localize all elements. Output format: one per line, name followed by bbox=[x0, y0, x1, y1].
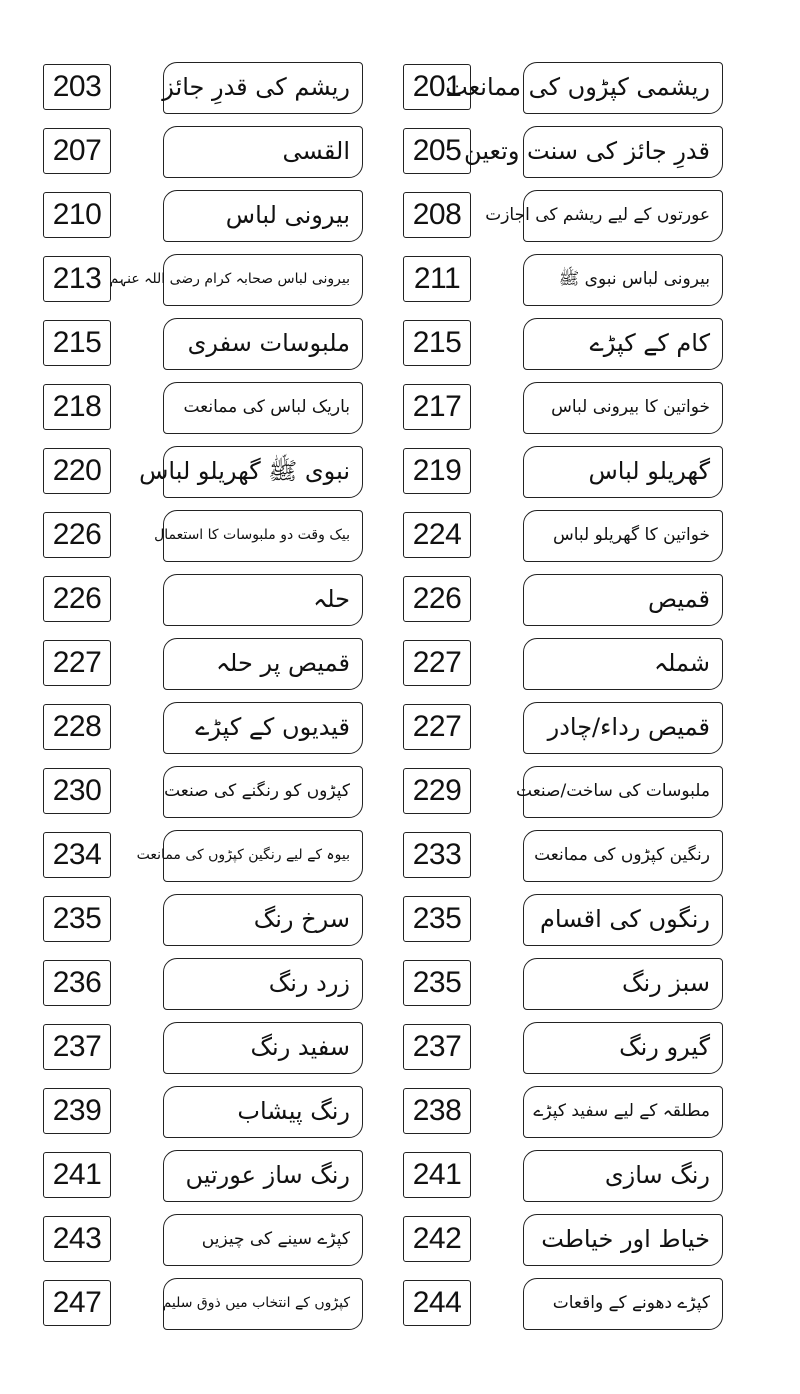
right-topic-title: بیرونی لباس نبوی ﷺ bbox=[523, 254, 723, 306]
left-page-number: 213 bbox=[43, 256, 111, 302]
right-topic-title: گھریلو لباس bbox=[523, 446, 723, 498]
left-page-number: 243 bbox=[43, 1216, 111, 1262]
left-topic-title: رنگ ساز عورتیں bbox=[163, 1150, 363, 1202]
left-topic-title: بیوہ کے لیے رنگین کپڑوں کی ممانعت bbox=[163, 830, 363, 882]
index-row bbox=[0, 1276, 800, 1332]
left-topic-title: القسی bbox=[163, 126, 363, 178]
index-row bbox=[0, 60, 800, 116]
right-topic-title: گیرو رنگ bbox=[523, 1022, 723, 1074]
left-topic-title: حلہ bbox=[163, 574, 363, 626]
right-topic-title: قمیص bbox=[523, 574, 723, 626]
right-topic-title: قدرِ جائز کی سنت وتعین bbox=[523, 126, 723, 178]
left-topic-title: رنگ پیشاب bbox=[163, 1086, 363, 1138]
right-page-number: 238 bbox=[403, 1088, 471, 1134]
right-page-number: 244 bbox=[403, 1280, 471, 1326]
right-page-number: 219 bbox=[403, 448, 471, 494]
right-page-number: 205 bbox=[403, 128, 471, 174]
left-page-number: 236 bbox=[43, 960, 111, 1006]
right-page-number: 201 bbox=[403, 64, 471, 110]
right-topic-title: رنگوں کی اقسام bbox=[523, 894, 723, 946]
index-row bbox=[0, 572, 800, 628]
right-topic-title: رنگین کپڑوں کی ممانعت bbox=[523, 830, 723, 882]
left-page-number: 230 bbox=[43, 768, 111, 814]
index-row bbox=[0, 252, 800, 308]
right-topic-title: ملبوسات کی ساخت/صنعت bbox=[523, 766, 723, 818]
index-row bbox=[0, 1148, 800, 1204]
left-page-number: 234 bbox=[43, 832, 111, 878]
left-topic-title: ملبوسات سفری bbox=[163, 318, 363, 370]
index-row bbox=[0, 1212, 800, 1268]
right-page-number: 217 bbox=[403, 384, 471, 430]
index-row bbox=[0, 700, 800, 756]
right-topic-title: رنگ سازی bbox=[523, 1150, 723, 1202]
left-topic-title: بیرونی لباس صحابہ کرام رضی اللہ عنہم bbox=[163, 254, 363, 306]
right-page-number: 226 bbox=[403, 576, 471, 622]
left-topic-title: بیرونی لباس bbox=[163, 190, 363, 242]
right-topic-title: مطلقہ کے لیے سفید کپڑے bbox=[523, 1086, 723, 1138]
right-topic-title: سبز رنگ bbox=[523, 958, 723, 1010]
right-page-number: 235 bbox=[403, 896, 471, 942]
index-row bbox=[0, 892, 800, 948]
left-topic-title: کپڑوں کو رنگنے کی صنعت bbox=[163, 766, 363, 818]
left-page-number: 237 bbox=[43, 1024, 111, 1070]
left-topic-title: سفید رنگ bbox=[163, 1022, 363, 1074]
right-page-number: 227 bbox=[403, 640, 471, 686]
index-row bbox=[0, 1084, 800, 1140]
right-topic-title: کام کے کپڑے bbox=[523, 318, 723, 370]
right-topic-title: شملہ bbox=[523, 638, 723, 690]
left-topic-title: کپڑے سینے کی چیزیں bbox=[163, 1214, 363, 1266]
right-page-number: 241 bbox=[403, 1152, 471, 1198]
index-row bbox=[0, 636, 800, 692]
left-page-number: 235 bbox=[43, 896, 111, 942]
left-page-number: 228 bbox=[43, 704, 111, 750]
left-topic-title: قیدیوں کے کپڑے bbox=[163, 702, 363, 754]
right-topic-title: خواتین کا گھریلو لباس bbox=[523, 510, 723, 562]
index-row bbox=[0, 764, 800, 820]
left-topic-title: سرخ رنگ bbox=[163, 894, 363, 946]
left-page-number: 247 bbox=[43, 1280, 111, 1326]
left-topic-title: ریشم کی قدرِ جائز bbox=[163, 62, 363, 114]
left-page-number: 203 bbox=[43, 64, 111, 110]
left-page-number: 241 bbox=[43, 1152, 111, 1198]
left-page-number: 226 bbox=[43, 512, 111, 558]
right-page-number: 224 bbox=[403, 512, 471, 558]
index-row bbox=[0, 380, 800, 436]
left-page-number: 239 bbox=[43, 1088, 111, 1134]
left-page-number: 220 bbox=[43, 448, 111, 494]
right-page-number: 211 bbox=[403, 256, 471, 302]
right-topic-title: قمیص رداء/چادر bbox=[523, 702, 723, 754]
right-page-number: 235 bbox=[403, 960, 471, 1006]
right-topic-title: خواتین کا بیرونی لباس bbox=[523, 382, 723, 434]
left-topic-title: قمیص پر حلہ bbox=[163, 638, 363, 690]
right-page-number: 208 bbox=[403, 192, 471, 238]
left-page-number: 227 bbox=[43, 640, 111, 686]
left-page-number: 215 bbox=[43, 320, 111, 366]
index-row bbox=[0, 956, 800, 1012]
left-topic-title: باریک لباس کی ممانعت bbox=[163, 382, 363, 434]
index-row bbox=[0, 188, 800, 244]
right-page-number: 229 bbox=[403, 768, 471, 814]
index-row bbox=[0, 828, 800, 884]
left-page-number: 226 bbox=[43, 576, 111, 622]
left-page-number: 210 bbox=[43, 192, 111, 238]
right-page-number: 237 bbox=[403, 1024, 471, 1070]
right-topic-title: خیاط اور خیاطت bbox=[523, 1214, 723, 1266]
left-page-number: 207 bbox=[43, 128, 111, 174]
right-topic-title: ریشمی کپڑوں کی ممانعت bbox=[523, 62, 723, 114]
right-topic-title: عورتوں کے لیے ریشم کی اجازت bbox=[523, 190, 723, 242]
left-topic-title: زرد رنگ bbox=[163, 958, 363, 1010]
index-row bbox=[0, 508, 800, 564]
left-topic-title: کپڑوں کے انتخاب میں ذوق سلیم bbox=[163, 1278, 363, 1330]
right-page-number: 215 bbox=[403, 320, 471, 366]
index-row bbox=[0, 316, 800, 372]
right-page-number: 227 bbox=[403, 704, 471, 750]
right-page-number: 242 bbox=[403, 1216, 471, 1262]
index-row bbox=[0, 124, 800, 180]
index-row bbox=[0, 1020, 800, 1076]
index-row bbox=[0, 444, 800, 500]
right-topic-title: کپڑے دھونے کے واقعات bbox=[523, 1278, 723, 1330]
left-page-number: 218 bbox=[43, 384, 111, 430]
left-topic-title: بیک وقت دو ملبوسات کا استعمال bbox=[163, 510, 363, 562]
right-page-number: 233 bbox=[403, 832, 471, 878]
left-topic-title: نبوی ﷺ گھریلو لباس bbox=[163, 446, 363, 498]
